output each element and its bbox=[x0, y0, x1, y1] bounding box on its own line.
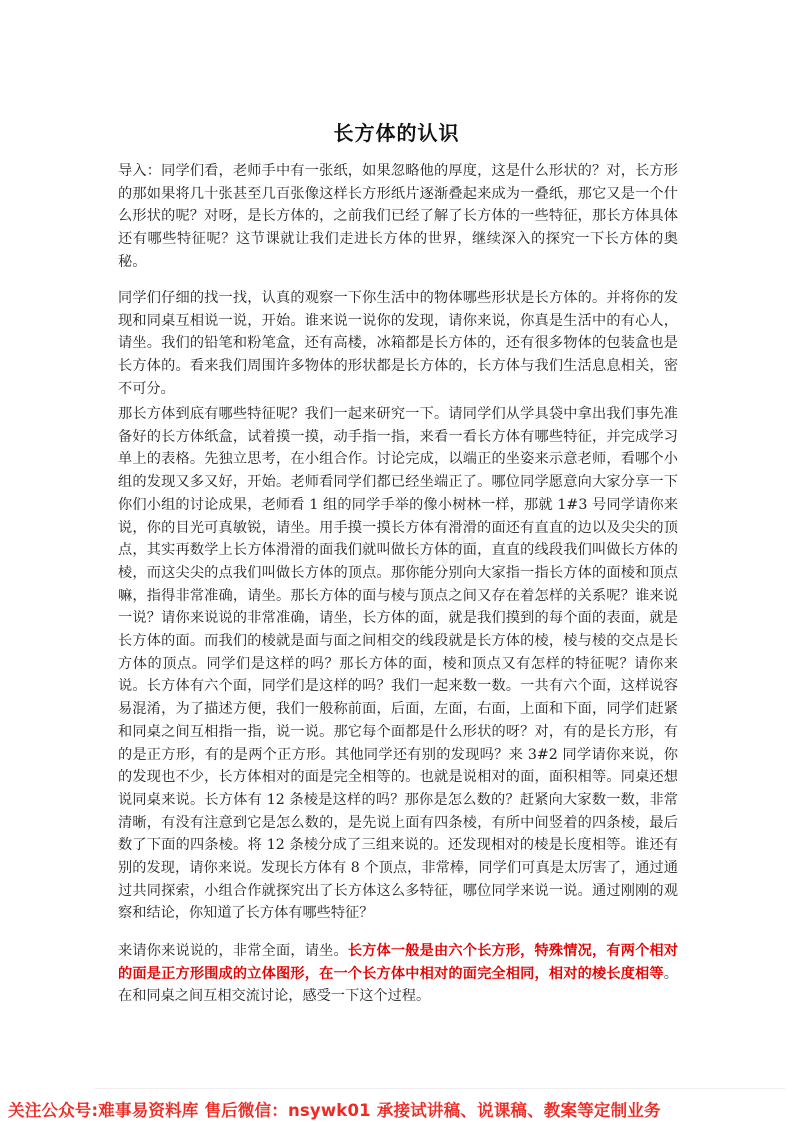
closing-lead: 来请你来说说的，非常全面，请坐。 bbox=[118, 943, 348, 959]
footer-divider bbox=[95, 1088, 785, 1089]
intro-paragraph: 导入：同学们看，老师手中有一张纸，如果忽略他的厚度，这是什么形状的？对，长方形的那如果将几十张甚至几百张像这样长方形纸片逐渐叠起来成为一叠纸，那它又是一个什么形状的呢？对呀，是长方体的，之前我们已经了解了长方体的一些特征，那长方体具体还有哪些特征呢？这节课就让我们走进长方体的世界，继续深入的探究一下长方体的奥秘。 bbox=[118, 163, 678, 270]
page-title: 长方体的认识 bbox=[333, 121, 460, 145]
faint-watermark: ↁ∕Ⅷ bbox=[396, 527, 485, 588]
footer-banner: 关注公众号:难事易资料库 售后微信：nsywk01 承接试讲稿、说课稿、教案等定制业务 bbox=[8, 1101, 661, 1120]
observation-paragraph: 同学们仔细的找一找，认真的观察一下你生活中的物体哪些形状是长方体的。并将你的发现和同桌互相说一说，开始。谁来说一说你的发现，请你来说，你真是生活中的有心人，请坐。我们的铅笔和粉笔盒，还有高楼，冰箱都是长方体的，还有很多物体的包装盒也是长方体的。看来我们周围许多物体的形状都是长方体的，长方体与我们生活息息相关，密不可分。 bbox=[118, 290, 678, 397]
closing-tail: 。在和同桌之间互相交流讨论，感受一下这个过程。 bbox=[118, 965, 678, 1005]
features-paragraph: 那长方体到底有哪些特征呢？我们一起来研究一下。请同学们从学具袋中拿出我们事先准备好的长方体纸盒，试着摸一摸，动手指一指，来看一看长方体有哪些特征，并完成学习单上的表格。先独立思考，在小组合作。讨论完成，以端正的坐姿来示意老师，看哪个小组的发现又多又好，开始。老师看同学们都已经坐端正了。哪位同学愿意向大家分享一下你们小组的讨论成果，老师看 1 组的同学手举的像小树林一样，那就 1#3 号同学请你来说，你的目光可真敏锐，请坐。用手摸一摸长方体有滑滑的面还有直直的边以及尖尖的顶点，其实再数学上长方体滑滑的面我们就叫做长方体的面，直直的线段我们叫做长方体的棱，而这尖尖的点我们叫做长方体的顶点。那你能分别向大家指一指长方体的面棱和顶点嘛，指得非常准确，请坐。那长方体的面与棱与顶点之间又存在着怎样的关系呢？谁来说一说？请你来说说的非常准确，请坐，长方体的面，就是我们摸到的每个面的表面，就是长方体的面。而我们的棱就是面与面之间相交的线段就是长方体的棱，棱与棱的交点是长方体的顶点。同学们是这样的吗？那长方体的面，棱和顶点又有怎样的特征呢？请你来说。长方体有六个面，同学们是这样的吗？我们一起来数一数。一共有六个面，这样说容易混淆，为了描述方便，我们一般称前面，后面，左面，右面，上面和下面，同学们赶紧和同桌之间互相指一指，说一说。那它每个面都是什么形状的呀？对，有的是长方形，有的是正方形，有的是两个正方形。其他同学还有别的发现吗？来 3#2 同学请你来说，你的发现也不少，长方体相对的面是完全相等的。也就是说相对的面，面积相等。同桌还想说同桌来说。长方体有 12 条棱是这样的吗？那你是怎么数的？赶紧向大家数一数，非常清晰，有没有注意到它是怎么数的，是先说上面有四条棱，有所中间竖着的四条棱，最后数了下面的四条棱。将 12 条棱分成了三组来说的。还发现相对的棱是长度相等。谁还有别的发现，请你来说。发现长方体有 8 个顶点，非常棒，同学们可真是太厉害了，通过通过共同探索，小组合作就探究出了长方体这么多特征，哪位同学来说一说。通过刚刚的观察和结论，你知道了长方体有哪些特征？ bbox=[118, 406, 678, 922]
closing-paragraph bbox=[118, 940, 678, 1008]
key-conclusion-highlight: 长方体一般是由六个长方形，特殊情况，有两个相对的面是正方形围成的立体图形，在一个长方体中相对的面完全相同，相对的棱长度相等 bbox=[118, 943, 678, 982]
